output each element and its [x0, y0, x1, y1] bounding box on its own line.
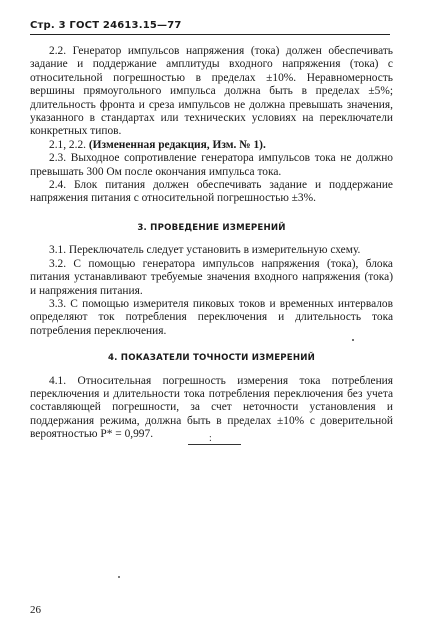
paragraph-3-1: 3.1. Переключатель следует установить в измерительную схему. — [49, 244, 361, 257]
end-colon-mark: : — [209, 433, 212, 444]
stray-dot-mark-lower — [118, 576, 120, 578]
section-4-heading: 4. ПОКАЗАТЕЛИ ТОЧНОСТИ ИЗМЕРЕНИЙ — [107, 353, 316, 364]
page-header: Стр. 3 ГОСТ 24613.15—77 — [30, 20, 390, 35]
body-text — [30, 45, 393, 442]
paragraph-2-4: 2.4. Блок питания должен обеспечивать задание и поддержание напряжения питания с относительной погрешностью ±3%. — [30, 179, 393, 205]
paragraph-2-2: 2.2. Генератор импульсов напряжения (тока) должен обеспечивать задание и поддержание амплитуды входного напряжения (тока) с относительной погрешностью в пределах ±10%. Неравномерность вершины прямоугольного импульса должна быть в пределах ±5%; длительность фронта и среза импульсов не должна превышать значения, указанного в стандартах или технических условиях на переключатели конкретных типов. — [30, 45, 393, 138]
end-rule-divider — [188, 444, 241, 445]
section-3-heading: 3. ПРОВЕДЕНИЕ ИЗМЕРЕНИЙ — [137, 222, 286, 233]
page-number: 26 — [30, 604, 41, 616]
paragraph-2-3: 2.3. Выходное сопротивление генератора импульсов тока не должно превышать 300 Ом после окончания импульса тока. — [30, 152, 393, 178]
paragraph-3-2: 3.2. С помощью генератора импульсов напряжения (тока), блока питания устанавливают требуемые значения входного напряжения (тока) и напряжения питания. — [30, 257, 393, 297]
amendment-note — [30, 139, 393, 152]
amendment-note-bold: (Измененная редакция, Изм. № 1). — [88, 138, 266, 151]
paragraph-3-3: 3.3. С помощью измерителя пиковых токов и временных интервалов определяют ток потребления переключения и длительность тока потребления переключения. — [30, 297, 393, 337]
paragraph-4-1: 4.1. Относительная погрешность измерения тока потребления переключения и длительности тока потребления переключения без учета составляющей погрешности, за счет неточности установления и поддержания режима, должна быть в пределах ±10% с доверительной вероятностью P* = 0,997. — [30, 374, 393, 441]
amendment-note-prefix: 2.1, 2.2. — [49, 138, 89, 151]
stray-dot-mark — [352, 339, 354, 341]
